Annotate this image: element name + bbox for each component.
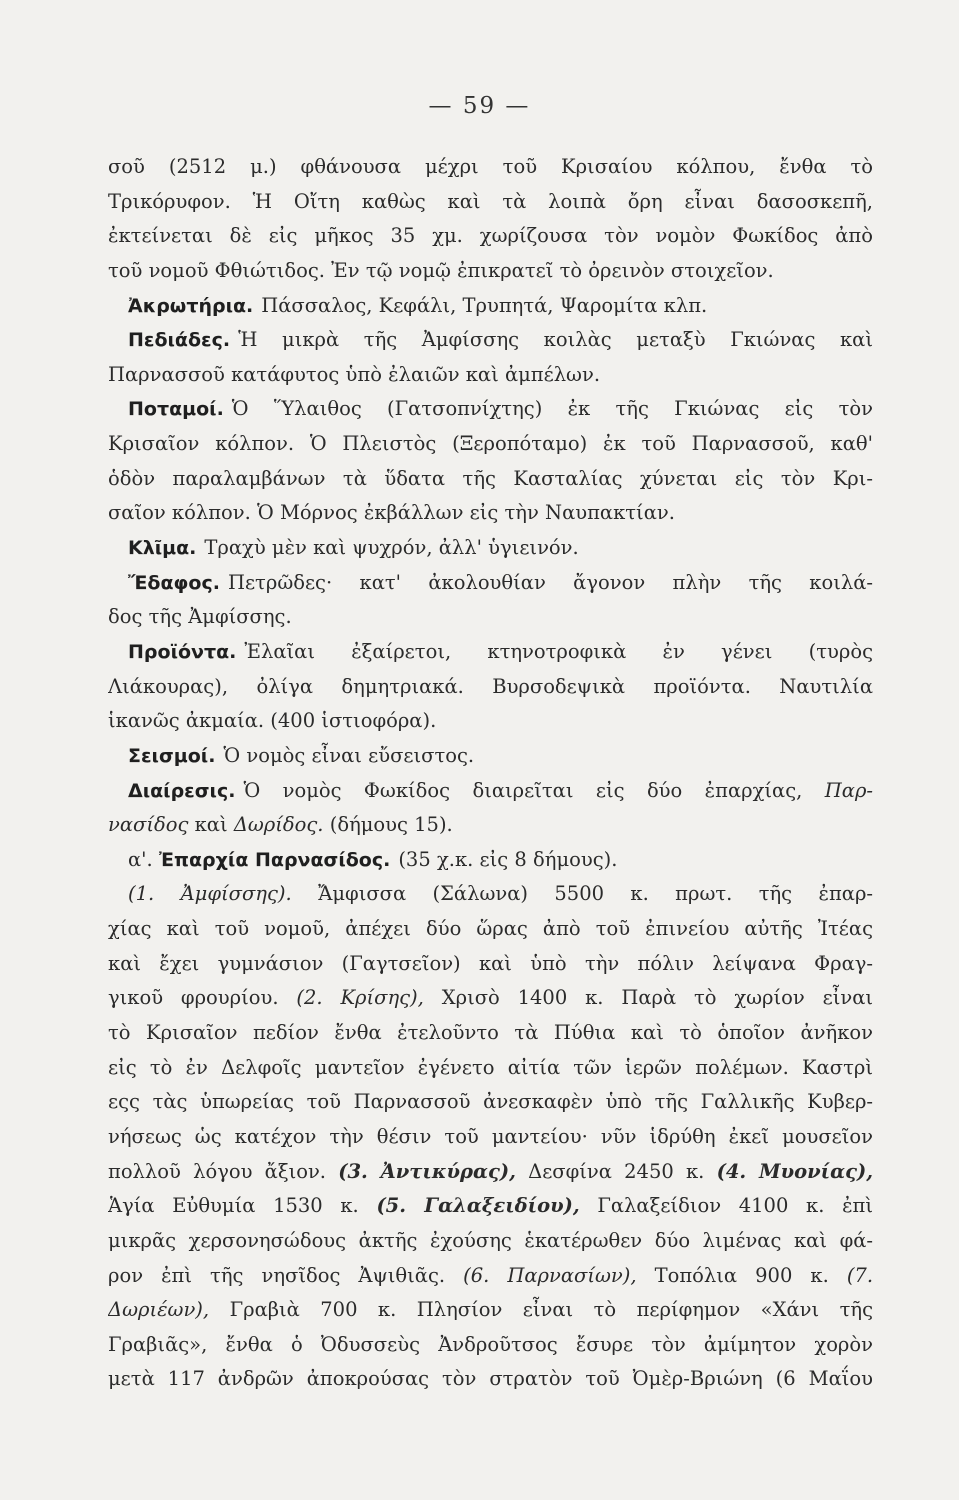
- text-line: [108, 1259, 873, 1294]
- italic-text: (6. Παρνασίων),: [463, 1263, 637, 1287]
- line-text: Γαλαξείδιον 4100 κ. ἐπὶ: [597, 1194, 873, 1218]
- line-text: πολλοῦ λόγου ἄξιον.: [108, 1159, 327, 1183]
- line-text: σαῖον κόλπον. Ὁ Μόρνος ἐκβάλλων εἰς τὴν Ναυπακτίαν.: [108, 501, 675, 525]
- text-line: [108, 981, 873, 1016]
- text-line: [108, 808, 873, 843]
- line-text: ὁδὸν παραλαμβάνων τὰ ὕδατα τῆς Κασταλίας χύνεται εἰς τὸν Κρι-: [108, 466, 873, 490]
- text-line: [108, 877, 873, 912]
- line-text: Δεσφίνα 2450 κ.: [528, 1159, 705, 1183]
- line-text: Ὁ νομὸς εἶναι εὔσειστος.: [223, 743, 475, 767]
- line-text: Χρισὸ 1400 κ. Παρὰ τὸ χωρίον εἶναι: [441, 986, 873, 1010]
- line-text: Πάσσαλος, Κεφάλι, Τρυπητά, Ψαρομίτα κλπ.: [261, 293, 708, 317]
- italic-text: νασίδος: [108, 813, 189, 837]
- text-line: [108, 427, 873, 462]
- text-line: [108, 1016, 873, 1051]
- line-text: Τραχὺ μὲν καὶ ψυχρόν, ἀλλ' ὑγιεινόν.: [204, 536, 579, 560]
- line-text: καὶ ἔχει γυμνάσιον (Γαγτσεῖον) καὶ ὑπὸ τὴν πόλιν λείψανα Φραγ-: [108, 951, 873, 975]
- italic-text: (1. Ἀμφίσσης).: [128, 882, 292, 906]
- line-text: νήσεως ὡς κατέχον τὴν θέσιν τοῦ μαντείου· νῦν ἱδρύθη ἐκεῖ μουσεῖον: [108, 1124, 873, 1148]
- line-text: Τρικόρυφον. Ἡ Οἴτη καθὼς καὶ τὰ λοιπὰ ὄρη εἶναι δασοσκεπῆ,: [108, 189, 873, 213]
- text-line: [108, 185, 873, 220]
- line-text: σοῦ (2512 μ.) φθάνουσα μέχρι τοῦ Κρισαίου κόλπου, ἔνθα τὸ: [108, 155, 873, 178]
- line-text: Παρνασσοῦ κατάφυτος ὑπὸ ἐλαιῶν καὶ ἀμπέλων.: [108, 362, 601, 386]
- line-text: Ἄμφισσα (Σάλωνα) 5500 κ. πρωτ. τῆς ἐπαρ-: [318, 882, 873, 906]
- line-text: Ἐλαῖαι ἐξαίρετοι, κτηνοτροφικὰ ἐν γένει (τυρὸς: [244, 639, 873, 663]
- text-line: [108, 704, 873, 739]
- line-text: εἰς τὸ ἐν Δελφοῖς μαντεῖον ἐγένετο αἰτία τῶν ἱερῶν πολέμων. Καστρὶ: [108, 1055, 873, 1079]
- text-line: [108, 1189, 873, 1224]
- italic-text: (3. Ἀντικύρας),: [338, 1159, 516, 1183]
- text-line: [108, 1293, 873, 1328]
- text-line: [108, 1051, 873, 1086]
- italic-text: Δωρίδος.: [233, 813, 324, 837]
- line-text: τὸ Κρισαῖον πεδίον ἔνθα ἐτελοῦντο τὰ Πύθια καὶ τὸ ὁποῖον ἀνῆκον: [108, 1021, 873, 1045]
- line-text: ἐκτείνεται δὲ εἰς μῆκος 35 χμ. χωρίζουσα τὸν νομὸν Φωκίδος ἀπὸ: [108, 224, 873, 248]
- line-text: εςς τὰς ὑπωρείας τοῦ Παρνασσοῦ ἀνεσκαφὲν ὑπὸ τῆς Γαλλικῆς Κυβερ-: [108, 1090, 873, 1114]
- line-text: Γραβιᾶς», ἔνθα ὁ Ὀδυσσεὺς Ἀνδροῦτσος ἔσυρε τὸν ἀμίμητον χορὸν: [108, 1332, 873, 1356]
- line-text: Ὁ νομὸς Φωκίδος διαιρεῖται εἰς δύο ἐπαρχίας,: [243, 778, 803, 802]
- line-text: Κρισαῖον κόλπον. Ὁ Πλειστὸς (Ξεροπόταμο) ἐκ τοῦ Παρνασσοῦ, καθ': [108, 432, 873, 456]
- line-text: ἱκανῶς ἀκμαία. (400 ἱστιοφόρα).: [108, 709, 437, 733]
- section-heading-soil: Ἔδαφος.: [128, 571, 220, 594]
- text-line: [108, 635, 873, 670]
- text-line: [108, 1362, 873, 1397]
- text-line: [108, 531, 873, 566]
- italic-text: (7.: [846, 1263, 873, 1287]
- text-line: [108, 1085, 873, 1120]
- text-line: [108, 739, 873, 774]
- page-number: — 59 —: [428, 93, 531, 119]
- text-line: [108, 1328, 873, 1363]
- section-heading-products: Προϊόντα.: [128, 640, 237, 663]
- line-text: Ἁγία Εὐθυμία 1530 κ.: [108, 1194, 359, 1218]
- text-line: [108, 1120, 873, 1155]
- italic-text: (2. Κρίσης),: [296, 986, 424, 1010]
- text-line: [108, 670, 873, 705]
- body-text: [108, 150, 873, 1397]
- text-line: [108, 843, 873, 878]
- section-heading-rivers: Ποταμοί.: [128, 398, 224, 421]
- line-text: καὶ: [194, 813, 228, 837]
- text-line: [108, 912, 873, 947]
- line-text: (35 χ.κ. εἰς 8 δήμους).: [398, 847, 618, 871]
- section-heading-earthquakes: Σεισμοί.: [128, 744, 216, 767]
- section-heading-plains: Πεδιάδες.: [128, 329, 231, 352]
- text-line: [108, 462, 873, 497]
- text-line: [108, 1224, 873, 1259]
- section-heading-climate: Κλῖμα.: [128, 537, 197, 560]
- text-line: [108, 496, 873, 531]
- section-heading-capes: Ἀκρωτήρια.: [128, 294, 254, 317]
- line-text: Πετρῶδες· κατ' ἀκολουθίαν ἄγονον πλὴν τῆς κοιλά-: [227, 570, 873, 594]
- italic-text: Δωριέων),: [108, 1298, 210, 1322]
- italic-text: Παρ-: [824, 778, 873, 802]
- italic-text: (5. Γαλαξειδίου),: [376, 1194, 580, 1218]
- line-text: Ὁ Ὕλαιθος (Γατσοπνίχτης) ἐκ τῆς Γκιώνας εἰς τὸν: [231, 397, 873, 421]
- line-text: Γραβιὰ 700 κ. Πλησίον εἶναι τὸ περίφημον «Χάνι τῆς: [229, 1298, 873, 1322]
- line-text: γικοῦ φρουρίου.: [108, 986, 279, 1010]
- section-heading-division: Διαίρεσις.: [128, 779, 236, 802]
- line-text: ρον ἐπὶ τῆς νησῖδος Ἀψιθιᾶς.: [108, 1263, 446, 1287]
- text-line: [108, 219, 873, 254]
- line-text: τοῦ νομοῦ Φθιώτιδος. Ἐν τῷ νομῷ ἐπικρατεῖ τὸ ὀρεινὸν στοιχεῖον.: [108, 258, 774, 282]
- text-line: [108, 600, 873, 635]
- italic-text: (4. Μυονίας),: [716, 1159, 873, 1183]
- line-text: χίας καὶ τοῦ νομοῦ, ἀπέχει δύο ὥρας ἀπὸ τοῦ ἐπινείου αὐτῆς Ἰτέας: [108, 917, 873, 941]
- line-text: (δήμους 15).: [329, 813, 453, 837]
- text-line: [108, 1155, 873, 1190]
- text-line: [108, 323, 873, 358]
- text-line: [108, 289, 873, 324]
- text-line: [108, 358, 873, 393]
- text-line: [108, 566, 873, 601]
- line-text: Λιάκουρας), ὀλίγα δημητριακά. Βυρσοδεψικὰ προϊόντα. Ναυτιλία: [108, 674, 873, 698]
- text-line: [108, 774, 873, 809]
- subsection-heading-parnasida: Ἐπαρχία Παρνασίδος.: [158, 848, 391, 871]
- text-line: [108, 947, 873, 982]
- text-line: [108, 254, 873, 289]
- line-text: μετὰ 117 ἀνδρῶν ἀποκρούσας τὸν στρατὸν τοῦ Ὀμὲρ-Βριώνη (6 Μαΐου: [108, 1367, 873, 1391]
- line-text: μικρᾶς χερσονησώδους ἀκτῆς ἐχούσης ἑκατέρωθεν δύο λιμένας καὶ φά-: [108, 1228, 873, 1252]
- line-text: α'.: [128, 847, 153, 871]
- text-line: [108, 150, 873, 185]
- line-text: Τοπόλια 900 κ.: [654, 1263, 829, 1287]
- text-line: [108, 392, 873, 427]
- line-text: δος τῆς Ἀμφίσσης.: [108, 605, 292, 629]
- line-text: Ἡ μικρὰ τῆς Ἀμφίσσης κοιλὰς μεταξὺ Γκιώνας καὶ: [238, 328, 873, 352]
